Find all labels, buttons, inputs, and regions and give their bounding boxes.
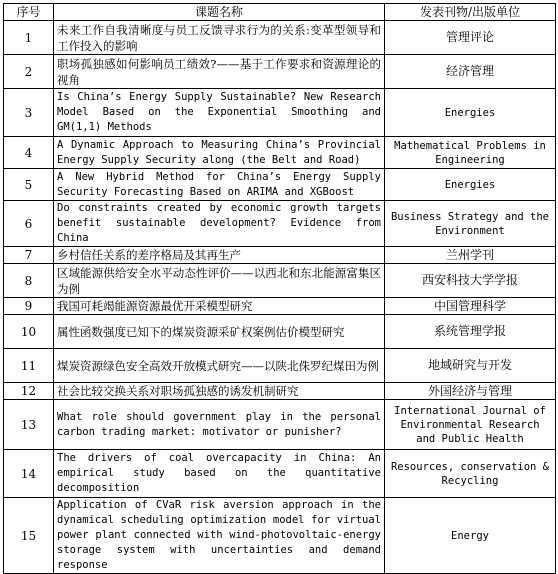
table-row (4, 315, 556, 349)
table-row (4, 298, 556, 315)
row-title: Application of CVaR risk aversion approach in the dynamical scheduling optimization model for virtual power plant connected with wind-photovoltaic-energy storage system with uncertainties and demand response (54, 498, 385, 574)
row-venue: 兰州学刊 (385, 247, 556, 264)
row-number: 9 (4, 298, 54, 315)
row-venue: Resources, conservation & Recycling (385, 450, 556, 498)
table-row (4, 264, 556, 298)
row-title: Do constraints created by economic growth targets benefit sustainable development? Evidence from China (54, 201, 385, 247)
row-number: 2 (4, 55, 54, 89)
row-title: 区域能源供给安全水平动态性评价——以西北和东北能源富集区为例 (54, 264, 385, 298)
table-row (4, 450, 556, 498)
row-number: 11 (4, 349, 54, 383)
row-number: 14 (4, 450, 54, 498)
table-row (4, 498, 556, 574)
row-venue: 管理评论 (385, 21, 556, 55)
row-venue: International Journal of Environmental Research and Public Health (385, 400, 556, 450)
row-title: The drivers of coal overcapacity in China: An empirical study based on the quantitative decomposition (54, 450, 385, 498)
header-venue: 发表刊物/出版单位 (385, 4, 556, 21)
table-row (4, 201, 556, 247)
row-number: 7 (4, 247, 54, 264)
row-title: A Dynamic Approach to Measuring China’s Provincial Energy Supply Security along (the Belt and Road) (54, 137, 385, 169)
publication-table (3, 3, 556, 574)
row-venue: Energies (385, 89, 556, 137)
row-number: 8 (4, 264, 54, 298)
table-row (4, 349, 556, 383)
header-no: 序号 (4, 4, 54, 21)
table-row (4, 169, 556, 201)
row-venue: Mathematical Problems in Engineering (385, 137, 556, 169)
row-venue: 外国经济与管理 (385, 383, 556, 400)
row-number: 13 (4, 400, 54, 450)
row-title: 属性函数强度已知下的煤炭资源采矿权案例估价模型研究 (54, 315, 385, 349)
table-row (4, 137, 556, 169)
header-title: 课题名称 (54, 4, 385, 21)
table-row (4, 55, 556, 89)
table-row (4, 21, 556, 55)
row-venue: 经济管理 (385, 55, 556, 89)
row-number: 10 (4, 315, 54, 349)
row-number: 5 (4, 169, 54, 201)
row-venue: Energy (385, 498, 556, 574)
row-venue: 地域研究与开发 (385, 349, 556, 383)
row-venue: Energies (385, 169, 556, 201)
row-number: 6 (4, 201, 54, 247)
row-title: What role should government play in the personal carbon trading market: motivator or punisher? (54, 400, 385, 450)
row-title: 乡村信任关系的差序格局及其再生产 (54, 247, 385, 264)
row-title: A New Hybrid Method for China’s Energy Supply Security Forecasting Based on ARIMA and XGBoost (54, 169, 385, 201)
row-venue: 西安科技大学学报 (385, 264, 556, 298)
row-title: 未来工作自我清晰度与员工反馈寻求行为的关系:变革型领导和工作投入的影响 (54, 21, 385, 55)
row-title: 职场孤独感如何影响员工绩效?——基于工作要求和资源理论的视角 (54, 55, 385, 89)
row-number: 15 (4, 498, 54, 574)
table-row (4, 247, 556, 264)
row-venue: Business Strategy and the Environment (385, 201, 556, 247)
row-title: 煤炭资源绿色安全高效开放模式研究——以陕北侏罗纪煤田为例 (54, 349, 385, 383)
row-title: Is China’s Energy Supply Sustainable? New Research Model Based on the Exponential Smoothing and GM(1,1) Methods (54, 89, 385, 137)
row-number: 3 (4, 89, 54, 137)
row-title: 社会比较交换关系对职场孤独感的诱发机制研究 (54, 383, 385, 400)
row-number: 4 (4, 137, 54, 169)
row-number: 12 (4, 383, 54, 400)
table-row (4, 383, 556, 400)
table-row (4, 400, 556, 450)
table-row (4, 89, 556, 137)
row-venue: 中国管理科学 (385, 298, 556, 315)
header-row (4, 4, 556, 21)
row-venue: 系统管理学报 (385, 315, 556, 349)
row-title: 我国可耗竭能源资源最优开采模型研究 (54, 298, 385, 315)
row-number: 1 (4, 21, 54, 55)
